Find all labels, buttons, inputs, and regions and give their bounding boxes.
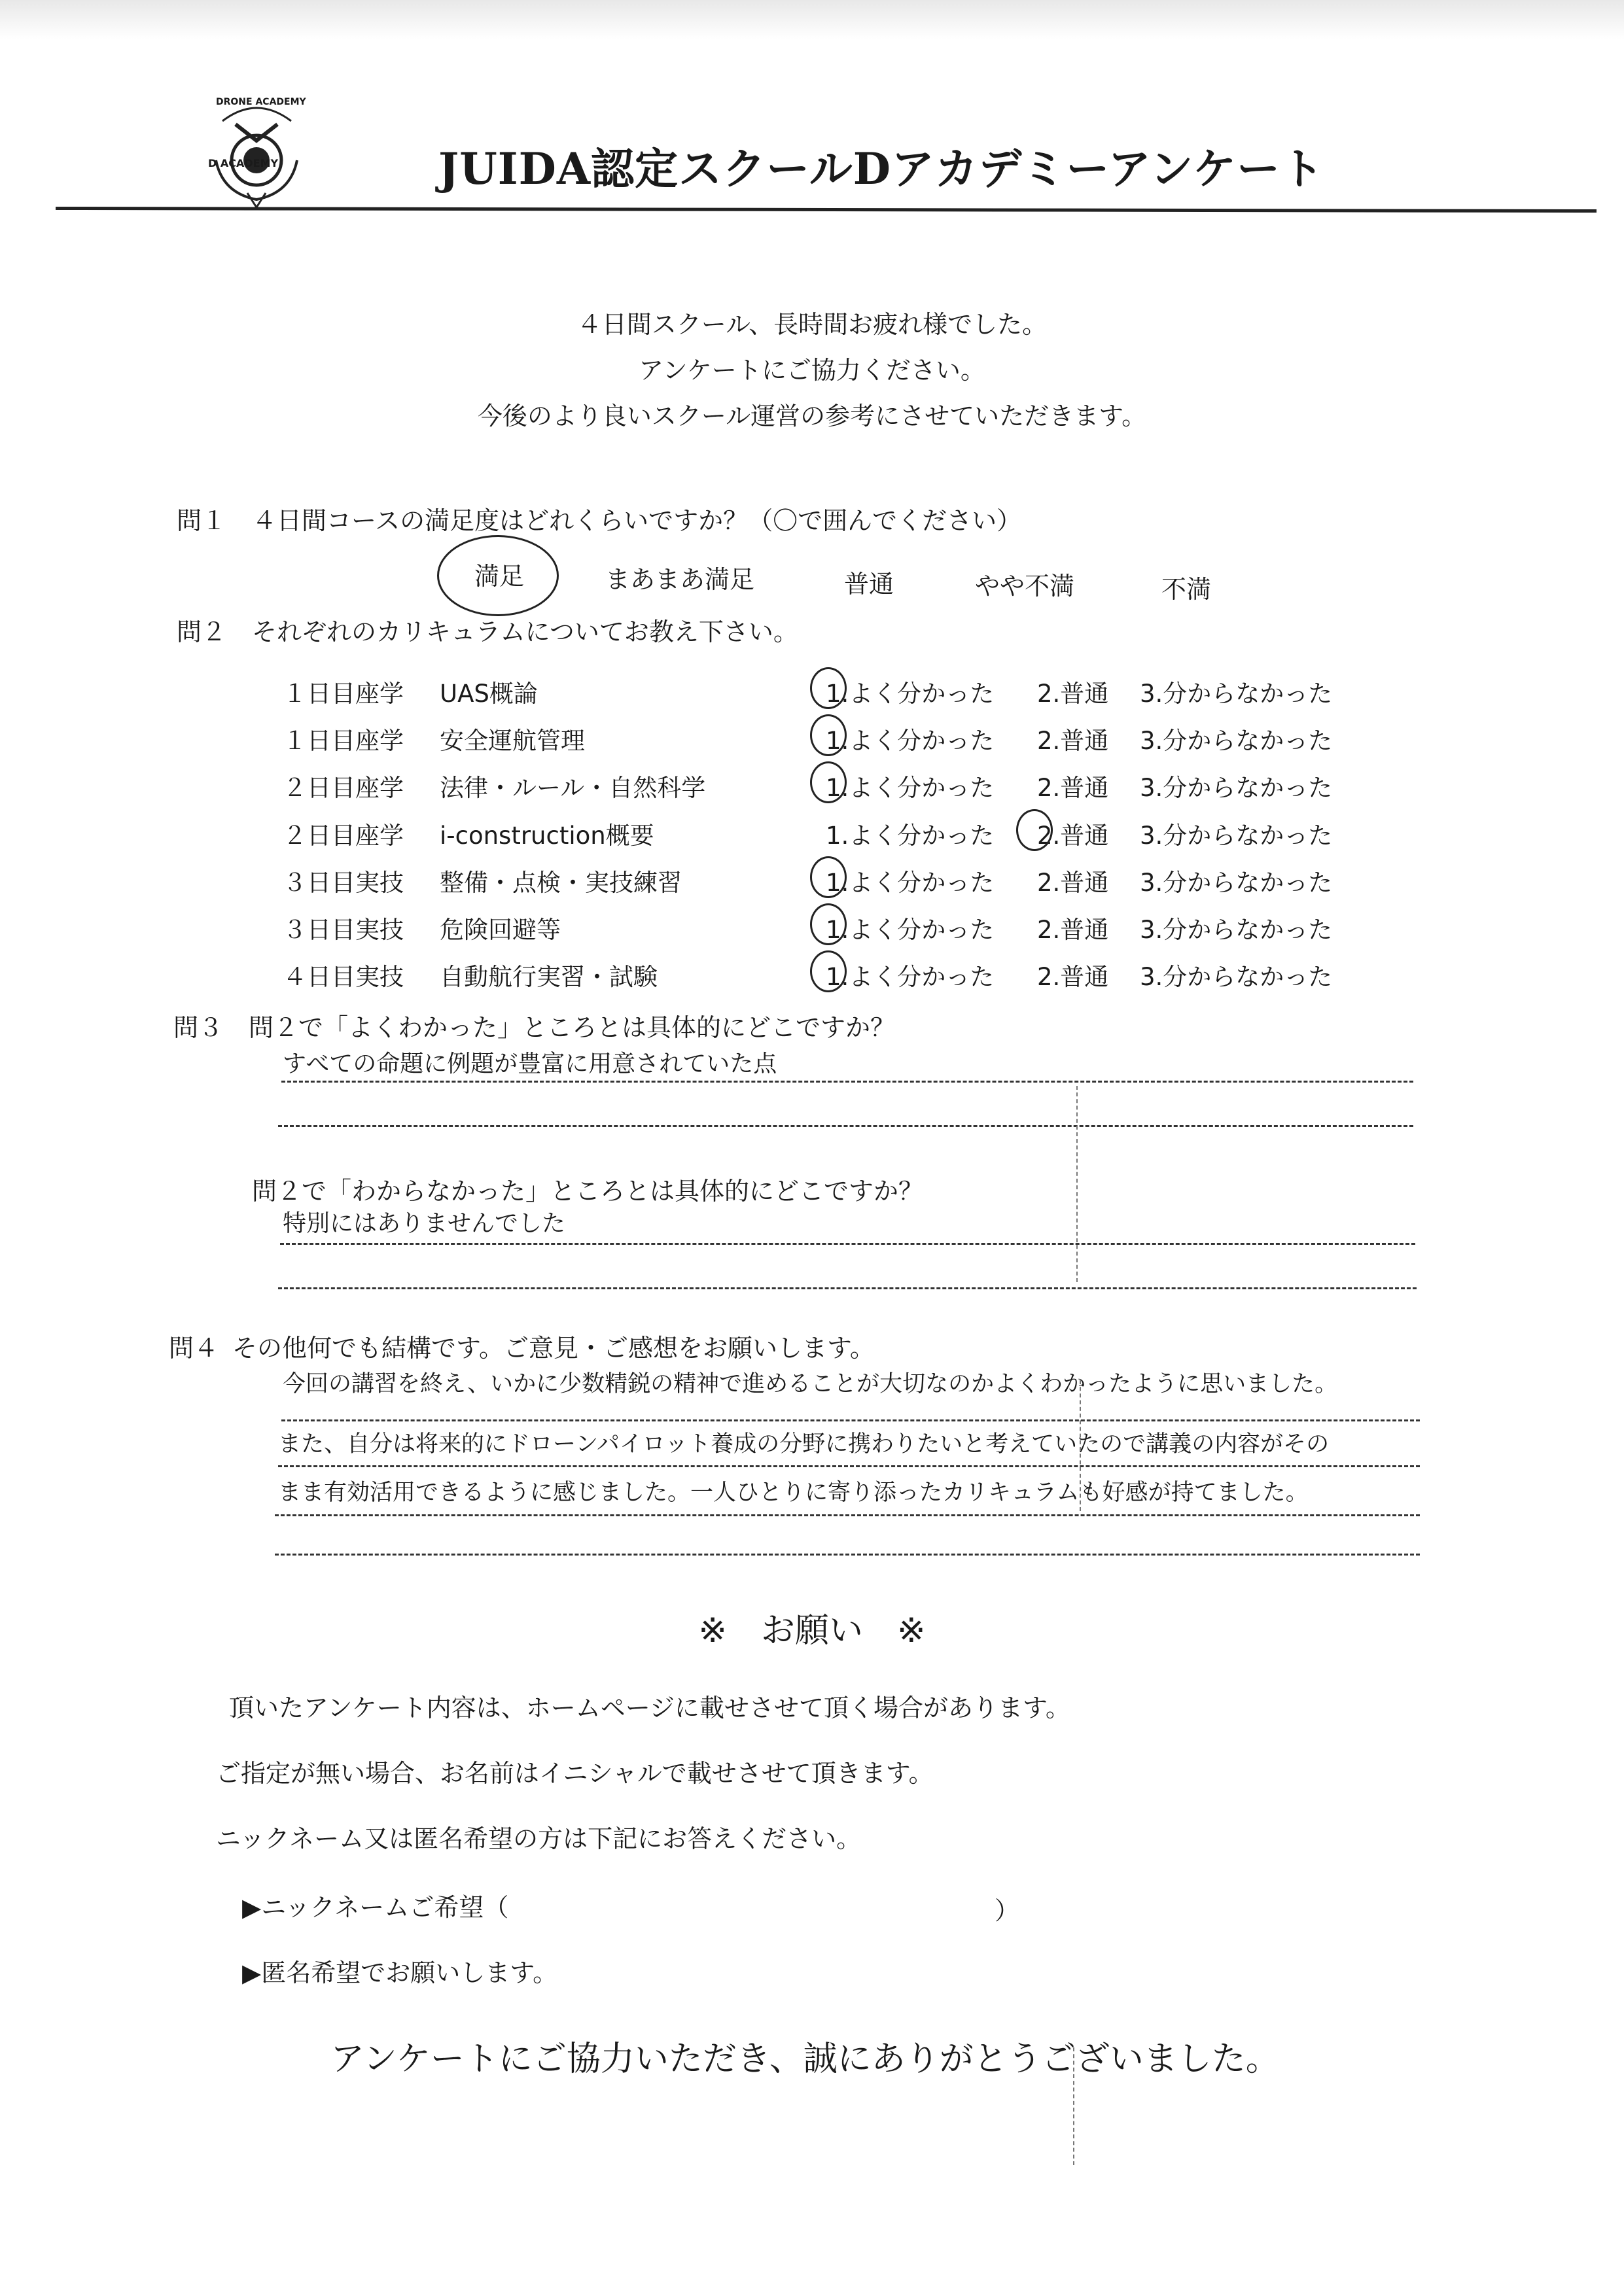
rating-option-good[interactable]: 1.よく分かった xyxy=(826,963,995,991)
title-underline xyxy=(56,207,1597,213)
answer-circle xyxy=(810,856,847,898)
intro-line-1: ４日間スクール、長時間お疲れ様でした。 xyxy=(576,310,1048,339)
rating-option-bad[interactable]: 3.分からなかった xyxy=(1140,680,1333,708)
q2-label: 問２ xyxy=(177,617,227,646)
curriculum-day: ３日目実技 xyxy=(283,916,404,944)
rating-option-neutral[interactable]: 2.普通 xyxy=(1037,774,1109,802)
answer-line xyxy=(278,1465,1420,1467)
q4-label: 問４ xyxy=(169,1334,219,1363)
rating-option-bad[interactable]: 3.分からなかった xyxy=(1140,774,1333,802)
rating-option-bad[interactable]: 3.分からなかった xyxy=(1140,916,1333,944)
nickname-label: ▶ニックネームご希望（ xyxy=(242,1893,509,1922)
curriculum-day: ３日目実技 xyxy=(283,869,404,897)
rating-option-neutral[interactable]: 2.普通 xyxy=(1037,727,1109,755)
rating-option-bad[interactable]: 3.分からなかった xyxy=(1140,963,1333,991)
curriculum-day: ４日目実技 xyxy=(283,963,404,991)
request-line-1: 頂いたアンケート内容は、ホームページに載せさせて頂く場合があります。 xyxy=(229,1694,1070,1722)
answer-line xyxy=(278,1125,1413,1127)
answer-line xyxy=(280,1243,1415,1245)
answer-circle xyxy=(810,714,847,756)
rating-option-good[interactable]: 1.よく分かった xyxy=(826,822,995,850)
rating-option-bad[interactable]: 3.分からなかった xyxy=(1140,869,1333,897)
intro-line-2: アンケートにご協力ください。 xyxy=(639,356,985,385)
rating-option-neutral[interactable]: 2.普通 xyxy=(1037,822,1109,850)
answer-circle xyxy=(810,903,847,945)
answer-line xyxy=(278,1287,1417,1289)
answer-circle xyxy=(810,667,847,709)
rating-option-good[interactable]: 1.よく分かった xyxy=(826,727,995,755)
q1-text: ４日間コースの満足度はどれくらいですか？（〇で囲んでください） xyxy=(252,506,1022,535)
q3-answer-bad[interactable]: 特別にはありませんでした xyxy=(283,1210,566,1237)
q1-option-neutral[interactable]: 普通 xyxy=(844,570,894,599)
request-heading: ※ お願い ※ xyxy=(698,1611,926,1650)
curriculum-day: ２日目座学 xyxy=(283,822,404,850)
rating-option-good[interactable]: 1.よく分かった xyxy=(826,680,995,708)
request-line-2: ご指定が無い場合、お名前はイニシャルで載せさせて頂きます。 xyxy=(216,1759,934,1788)
answer-circle xyxy=(810,761,847,803)
q3-text-bad: 問２で「わからなかった」ところとは具体的にどこですか？ xyxy=(252,1177,924,1206)
answer-line xyxy=(281,1419,1420,1421)
rating-option-good[interactable]: 1.よく分かった xyxy=(826,916,995,944)
q1-option-unsatisfied[interactable]: 不満 xyxy=(1161,575,1212,604)
curriculum-day: １日目座学 xyxy=(283,680,404,708)
closing-message: アンケートにご協力いただき、誠にありがとうございました。 xyxy=(330,2040,1280,2079)
intro-line-3: 今後のより良いスクール運営の参考にさせていただきます。 xyxy=(477,402,1147,430)
q4-text: その他何でも結構です。ご意見・ご感想をお願いします。 xyxy=(232,1334,875,1363)
request-line-3: ニックネーム又は匿名希望の方は下記にお答えください。 xyxy=(216,1824,862,1853)
q1-label: 問１ xyxy=(177,506,227,535)
curriculum-subject: i-construction概要 xyxy=(440,822,654,850)
q4-answer-line-2[interactable]: また、自分は将来的にドローンパイロット養成の分野に携わりたいと考えていたので講義の内容がその xyxy=(278,1431,1330,1457)
answer-circle xyxy=(1016,809,1053,851)
curriculum-subject: 安全運航管理 xyxy=(440,727,585,755)
curriculum-subject: 危険回避等 xyxy=(440,916,561,944)
q1-option-mostly-satisfied[interactable]: まあまあ満足 xyxy=(605,565,755,594)
answer-circle xyxy=(810,950,847,992)
curriculum-subject: 整備・点検・実技練習 xyxy=(440,869,682,897)
curriculum-subject: UAS概論 xyxy=(440,680,538,708)
nickname-close-paren: ） xyxy=(995,1896,1020,1925)
q3-text-good: 問２で「よくわかった」ところとは具体的にどこですか？ xyxy=(249,1013,896,1042)
rating-option-good[interactable]: 1.よく分かった xyxy=(826,774,995,802)
rating-option-neutral[interactable]: 2.普通 xyxy=(1037,680,1109,708)
q3-label: 問３ xyxy=(173,1013,224,1042)
rating-option-neutral[interactable]: 2.普通 xyxy=(1037,916,1109,944)
scan-artifact xyxy=(1076,1086,1078,1282)
curriculum-day: ２日目座学 xyxy=(283,774,404,802)
q1-option-somewhat-unsatisfied[interactable]: やや不満 xyxy=(975,572,1075,600)
answer-line xyxy=(275,1554,1420,1556)
scan-artifact xyxy=(1080,1380,1081,1511)
rating-option-neutral[interactable]: 2.普通 xyxy=(1037,869,1109,897)
rating-option-bad[interactable]: 3.分からなかった xyxy=(1140,822,1333,850)
q1-option-satisfied[interactable]: 満足 xyxy=(474,562,525,591)
q3-answer-good[interactable]: すべての命題に例題が豊富に用意されていた点 xyxy=(283,1051,777,1077)
rating-option-good[interactable]: 1.よく分かった xyxy=(826,869,995,897)
answer-line xyxy=(281,1081,1413,1083)
q4-answer-line-3[interactable]: まま有効活用できるように感じました。一人ひとりに寄り添ったカリキュラムも好感が持てました。 xyxy=(278,1480,1309,1506)
academy-logo xyxy=(196,95,317,209)
q2-text: それぞれのカリキュラムについてお教え下さい。 xyxy=(252,617,798,646)
curriculum-subject: 自動航行実習・試験 xyxy=(440,963,658,991)
rating-option-bad[interactable]: 3.分からなかった xyxy=(1140,727,1333,755)
logo-text-bottom: D ACADEMY xyxy=(208,157,279,169)
anonymous-option[interactable]: ▶匿名希望でお願いします。 xyxy=(242,1958,558,1987)
page-title: JUIDA認定スクールDアカデミーアンケート xyxy=(438,143,1325,194)
scan-artifact xyxy=(1073,2047,1074,2165)
q4-answer-line-1[interactable]: 今回の講習を終え、いかに少数精鋭の精神で進めることが大切なのかよくわかったように思いました。 xyxy=(283,1371,1338,1397)
curriculum-subject: 法律・ルール・自然科学 xyxy=(440,774,706,802)
curriculum-day: １日目座学 xyxy=(283,727,404,755)
scan-edge xyxy=(0,0,1624,39)
rating-option-neutral[interactable]: 2.普通 xyxy=(1037,963,1109,991)
answer-line xyxy=(275,1514,1420,1516)
logo-text-top: DRONE ACADEMY xyxy=(216,97,306,107)
